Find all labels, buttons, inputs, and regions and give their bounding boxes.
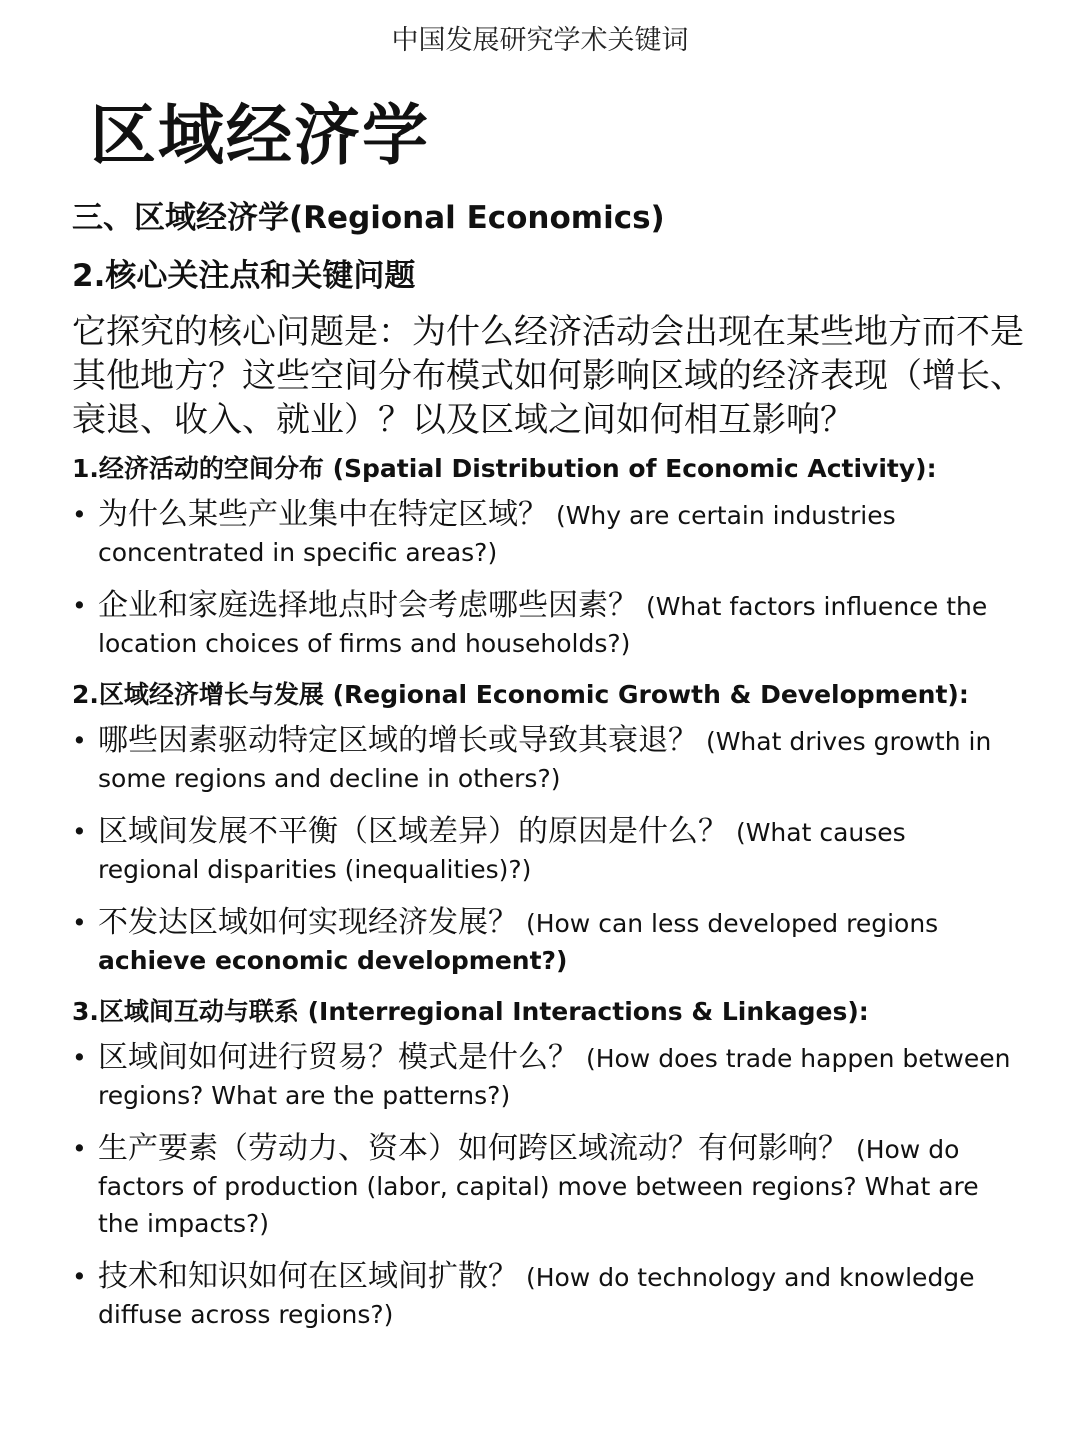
list-item xyxy=(72,722,1012,797)
topic-group xyxy=(72,452,1012,662)
group-title: 3.区域间互动与联系 (Interregional Interactions & Linkages): xyxy=(72,997,869,1026)
list-item xyxy=(72,904,1012,979)
topic-group xyxy=(72,995,1012,1333)
list-item xyxy=(72,1130,1012,1242)
content-body xyxy=(72,452,1012,1349)
question-zh: 为什么某些产业集中在特定区域？ xyxy=(98,497,548,532)
question-en-bold: achieve economic development?) xyxy=(98,946,568,975)
question-zh: 技术和知识如何在区域间扩散？ xyxy=(98,1259,518,1294)
topic-group xyxy=(72,678,1012,979)
question-en: (How do factors of production (labor, capital) move between regions? What are the impacts?) xyxy=(98,1135,979,1238)
list-item xyxy=(72,1039,1012,1114)
question-en: (What factors influence the location choices of firms and households?) xyxy=(98,592,988,658)
group-title: 1.经济活动的空间分布 (Spatial Distribution of Economic Activity): xyxy=(72,454,937,483)
bullet-list xyxy=(72,722,1012,979)
question-en: (Why are certain industries concentrated in specific areas?) xyxy=(98,501,896,567)
question-zh: 企业和家庭选择地点时会考虑哪些因素？ xyxy=(98,588,638,623)
question-zh: 生产要素（劳动力、资本）如何跨区域流动？有何影响？ xyxy=(98,1131,848,1166)
subheading: 2.核心关注点和关键问题 xyxy=(72,258,416,294)
bullet-list xyxy=(72,496,1012,662)
list-item xyxy=(72,1258,1012,1333)
group-title: 2.区域经济增长与发展 (Regional Economic Growth & Development): xyxy=(72,680,969,709)
page-title: 区域经济学 xyxy=(90,97,430,174)
question-zh: 区域间如何进行贸易？模式是什么？ xyxy=(98,1040,578,1075)
list-item xyxy=(72,496,1012,571)
list-item xyxy=(72,813,1012,888)
question-en: (How do technology and knowledge diffuse across regions?) xyxy=(98,1263,975,1329)
question-zh: 哪些因素驱动特定区域的增长或导致其衰退？ xyxy=(98,723,698,758)
bullet-list xyxy=(72,1039,1012,1333)
header-caption: 中国发展研究学术关键词 xyxy=(391,25,689,56)
intro-paragraph: 它探究的核心问题是：为什么经济活动会出现在某些地方而不是其他地方？这些空间分布模式如何影响区域的经济表现（增长、衰退、收入、就业）？以及区域之间如何相互影响？ xyxy=(72,312,1024,440)
question-en: (What causes regional disparities (inequalities)?) xyxy=(98,818,906,884)
section-heading: 三、区域经济学(Regional Economics) xyxy=(72,200,665,236)
list-item xyxy=(72,587,1012,662)
question-en: (How does trade happen between regions? What are the patterns?) xyxy=(98,1044,1011,1110)
question-zh: 不发达区域如何实现经济发展？ xyxy=(98,905,518,940)
question-en: (How can less developed regions xyxy=(525,909,939,938)
question-zh: 区域间发展不平衡（区域差异）的原因是什么？ xyxy=(98,814,728,849)
question-en: (What drives growth in some regions and decline in others?) xyxy=(98,727,992,793)
